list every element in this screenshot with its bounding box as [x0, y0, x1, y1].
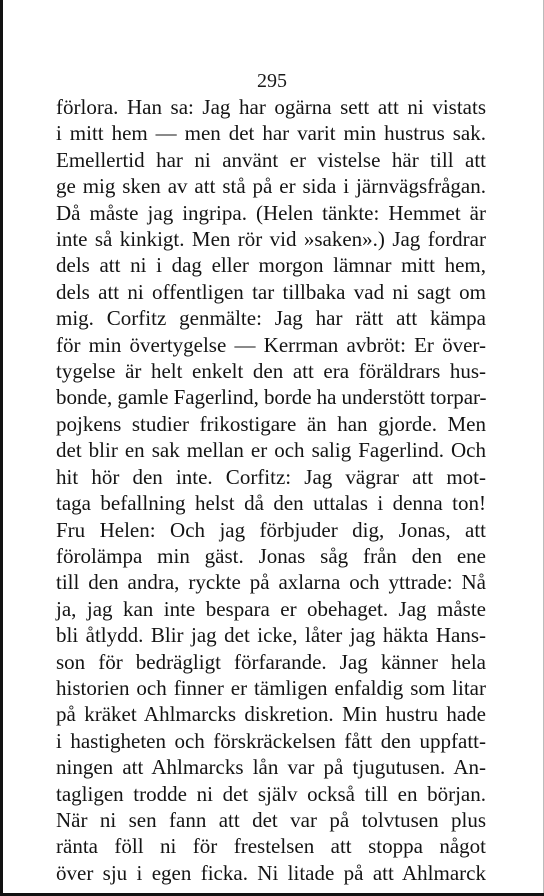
- text-line: pojkens studier frikostigare än han gjorde. Men: [56, 411, 486, 436]
- text-line: När ni sen fann att det var på tolvtusen plus: [56, 807, 486, 832]
- text-line: historien och finner er tämligen enfaldig som litar: [56, 675, 486, 700]
- text-line: på kräket Ahlmarcks diskretion. Min hustru hade: [56, 702, 486, 727]
- page-number: 295: [257, 70, 287, 92]
- text-line: tagligen trodde ni det själv också till en början.: [56, 781, 486, 806]
- text-line: Fru Helen: Och jag förbjuder dig, Jonas, att: [56, 517, 486, 542]
- text-line: taga befallning helst då den uttalas i denna ton!: [56, 491, 486, 516]
- text-line: i hastigheten och förskräckelsen fått den uppfatt-: [56, 728, 486, 753]
- text-line: dels att ni offentligen tar tillbaka vad ni sagt om: [56, 279, 486, 304]
- page-edge-left: [0, 0, 3, 896]
- text-line: över sju i egen ficka. Ni litade på att Ahlmarck: [56, 860, 486, 885]
- text-line: förlora. Han sa: Jag har ogärna sett att ni vistats: [56, 95, 486, 119]
- text-line: ge mig sken av att stå på er sida i järnvägsfrågan.: [56, 174, 486, 199]
- text-line: ja, jag kan inte bespara er obehaget. Jag måste: [56, 596, 486, 621]
- text-line: dels att ni i dag eller morgon lämnar mitt hem,: [56, 253, 486, 278]
- text-line: hit hör den inte. Corfitz: Jag vägrar att mot-: [56, 464, 486, 489]
- text-line: Då måste jag ingripa. (Helen tänkte: Hemmet är: [56, 200, 486, 225]
- text-line: ningen att Ahlmarcks lån var på tjugutusen. An-: [56, 755, 486, 780]
- text-line: i mitt hem — men det har varit min hustrus sak.: [56, 121, 486, 146]
- text-line: till den andra, ryckte på axlarna och yttrade: Nå: [56, 570, 486, 595]
- body-text: [56, 94, 486, 886]
- text-line: tygelse är helt enkelt den att era föräldrars hus-: [56, 359, 486, 384]
- text-line: för min övertygelse — Kerrman avbröt: Er över-: [56, 332, 486, 357]
- text-line: ränta föll ni för frestelsen att stoppa något: [56, 834, 486, 859]
- text-line: förolämpa min gäst. Jonas såg från den ene: [56, 543, 486, 568]
- text-line: Emellertid har ni använt er vistelse här till att: [56, 147, 486, 172]
- text-line: det blir en sak mellan er och salig Fagerlind. Och: [56, 438, 486, 463]
- text-line: bonde, gamle Fagerlind, borde ha understött torpar-: [56, 385, 487, 410]
- text-line: inte så kinkigt. Men rör vid »saken».) Jag fordrar: [56, 227, 486, 252]
- text-line: bli åtlydd. Blir jag det icke, låter jag häkta Hans-: [56, 623, 486, 648]
- text-line: son för bedrägligt förfarande. Jag känner hela: [56, 649, 486, 674]
- text-line: mig. Corfitz genmälte: Jag har rätt att kämpa: [56, 306, 486, 331]
